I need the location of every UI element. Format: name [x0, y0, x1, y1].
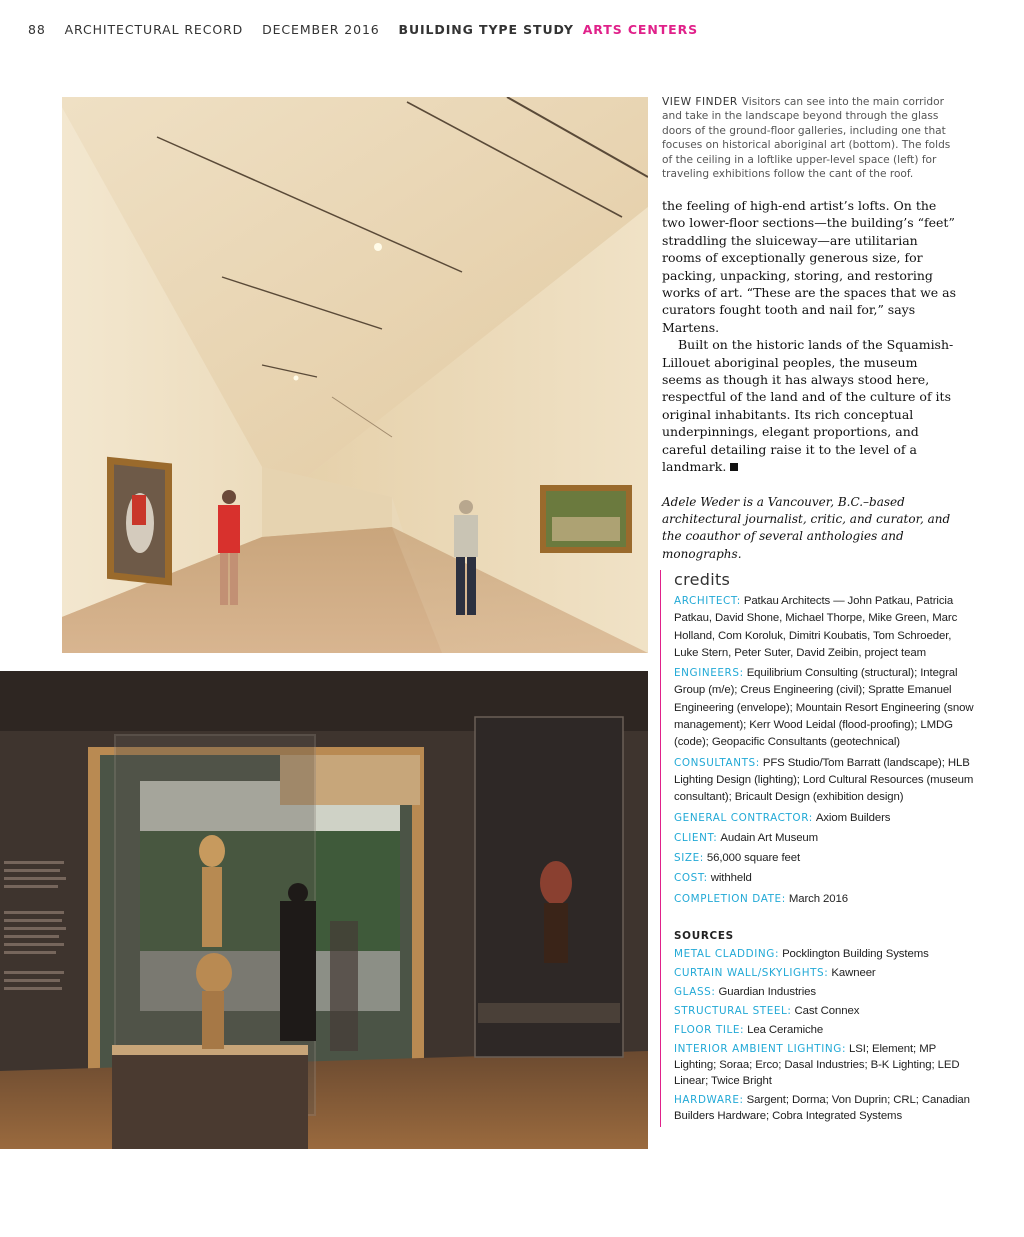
- credit-value: March 2016: [788, 892, 848, 905]
- page-number: 88: [28, 22, 46, 37]
- source-value: Guardian Industries: [718, 986, 816, 999]
- credits-title: credits: [674, 570, 731, 589]
- source-value: Lea Ceramiche: [747, 1024, 824, 1037]
- credit-value: Patkau Architects — John Patkau, Patricia Patkau, David Shone, Michael Thorpe, Mike Green, Marc Holland, Com Koroluk, Dimitri Koubatis, Tom Schroeder, Luke Stern, Peter Suter, David Zeibin, project team: [674, 595, 958, 659]
- source-structural-steel: [674, 1003, 974, 1019]
- credit-label: CONSULTANTS:: [674, 756, 760, 769]
- gallery-photo: [62, 97, 648, 653]
- aboriginal-art-gallery-photo: [0, 671, 648, 1149]
- body-paragraph-2-text: Built on the historic lands of the Squamish-Lillouet aboriginal peoples, the museum seems as though it has always stood here, respectful of the land and of the culture of its original inhabitants. Its rich conceptual underpinnings, elegant proportions, and careful detailing raise it to the level of a landmark.: [662, 337, 954, 475]
- aboriginal-gallery-illustration: [0, 671, 648, 1149]
- issue-date: DECEMBER 2016: [262, 22, 380, 37]
- end-mark-icon: [730, 463, 738, 471]
- source-label: METAL CLADDING:: [674, 948, 780, 961]
- credit-value: Audain Art Museum: [720, 831, 819, 844]
- credit-value: withheld: [710, 872, 752, 885]
- credits-box: [660, 570, 974, 1127]
- running-header: [28, 22, 698, 37]
- credit-completion-date: [674, 891, 974, 908]
- credit-label: COMPLETION DATE:: [674, 892, 786, 905]
- source-label: FLOOR TILE:: [674, 1024, 745, 1037]
- credit-label: GENERAL CONTRACTOR:: [674, 811, 813, 824]
- gallery-photo-illustration: [62, 97, 648, 653]
- credit-value: Equilibrium Consulting (structural); Integral Group (m/e); Creus Engineering (civil); Spratte Emanuel Engineering (envelope); Mountain Resort Engineering (snow management); Kerr Wood Leidal (flood-proofing); LMDG (code); Geopacific Consultants (geotechnical): [674, 667, 974, 749]
- source-label: STRUCTURAL STEEL:: [674, 1005, 792, 1018]
- source-interior-lighting: [674, 1041, 974, 1089]
- source-value: Sargent; Dorma; Von Duprin; CRL; Canadian Builders Hardware; Cobra Integrated Systems: [674, 1094, 970, 1123]
- source-value: LSI; Element; MP Lighting; Soraa; Erco; Dasal Industries; B-K Lighting; LED Linear; Twice Bright: [674, 1043, 960, 1088]
- source-label: CURTAIN WALL/SKYLIGHTS:: [674, 967, 829, 980]
- source-label: HARDWARE:: [674, 1094, 744, 1107]
- credit-general-contractor: [674, 810, 974, 827]
- source-glass: [674, 984, 974, 1000]
- credit-size: [674, 850, 974, 867]
- credit-label: CLIENT:: [674, 831, 718, 844]
- credit-label: COST:: [674, 872, 708, 885]
- credit-label: SIZE:: [674, 852, 704, 865]
- credit-value: PFS Studio/Tom Barratt (landscape); HLB Lighting Design (lighting); Lord Cultural Resources (museum consultant); Bricault Design (exhibition design): [674, 756, 974, 804]
- credit-engineers: [674, 665, 974, 751]
- credit-value: Axiom Builders: [815, 811, 891, 824]
- credit-consultants: [674, 755, 974, 807]
- source-label: INTERIOR AMBIENT LIGHTING:: [674, 1043, 847, 1056]
- body-paragraph-1: the feeling of high-end artist’s lofts. On the two lower-floor sections—the building’s “feet” straddling the sluiceway—are utilitarian rooms of exceptionally generous size, for packing, unpacking, storing, and restoring works of art. “These are the spaces that we as curators fought tooth and nail for,” says Martens.: [662, 198, 957, 335]
- publication-name: ARCHITECTURAL RECORD: [64, 22, 244, 37]
- credit-cost: [674, 870, 974, 887]
- source-label: GLASS:: [674, 986, 716, 999]
- article-body: [662, 197, 958, 563]
- credit-value: 56,000 square feet: [706, 852, 801, 865]
- source-metal-cladding: [674, 946, 974, 962]
- source-value: Kawneer: [831, 967, 876, 980]
- source-value: Pocklington Building Systems: [782, 948, 929, 961]
- source-curtain-wall: [674, 965, 974, 981]
- caption-heading: VIEW FINDER: [662, 96, 738, 108]
- caption-text: Visitors can see into the main corridor and take in the landscape beyond through the glass doors of the ground-floor galleries, including one that focuses on historical aboriginal art (bottom). The folds of the ceiling in a loftlike upper-level space (left) for traveling exhibitions follow the cant of the roof.: [662, 96, 951, 181]
- credit-label: ARCHITECT:: [674, 595, 741, 607]
- credit-architect: [674, 593, 974, 662]
- sources-title: SOURCES: [674, 930, 734, 943]
- author-bio: Adele Weder is a Vancouver, B.C.–based architectural journalist, critic, and curator, and the coauthor of several anthologies and monographs.: [662, 494, 951, 561]
- source-hardware: [674, 1092, 974, 1124]
- credit-client: [674, 830, 974, 847]
- section-topic: ARTS CENTERS: [582, 22, 699, 37]
- source-value: Cast Connex: [794, 1005, 860, 1018]
- body-paragraph-2: [662, 336, 958, 475]
- source-floor-tile: [674, 1022, 974, 1038]
- section-name: BUILDING TYPE STUDY: [398, 22, 574, 37]
- photo-caption: [662, 95, 952, 181]
- credit-label: ENGINEERS:: [674, 667, 744, 680]
